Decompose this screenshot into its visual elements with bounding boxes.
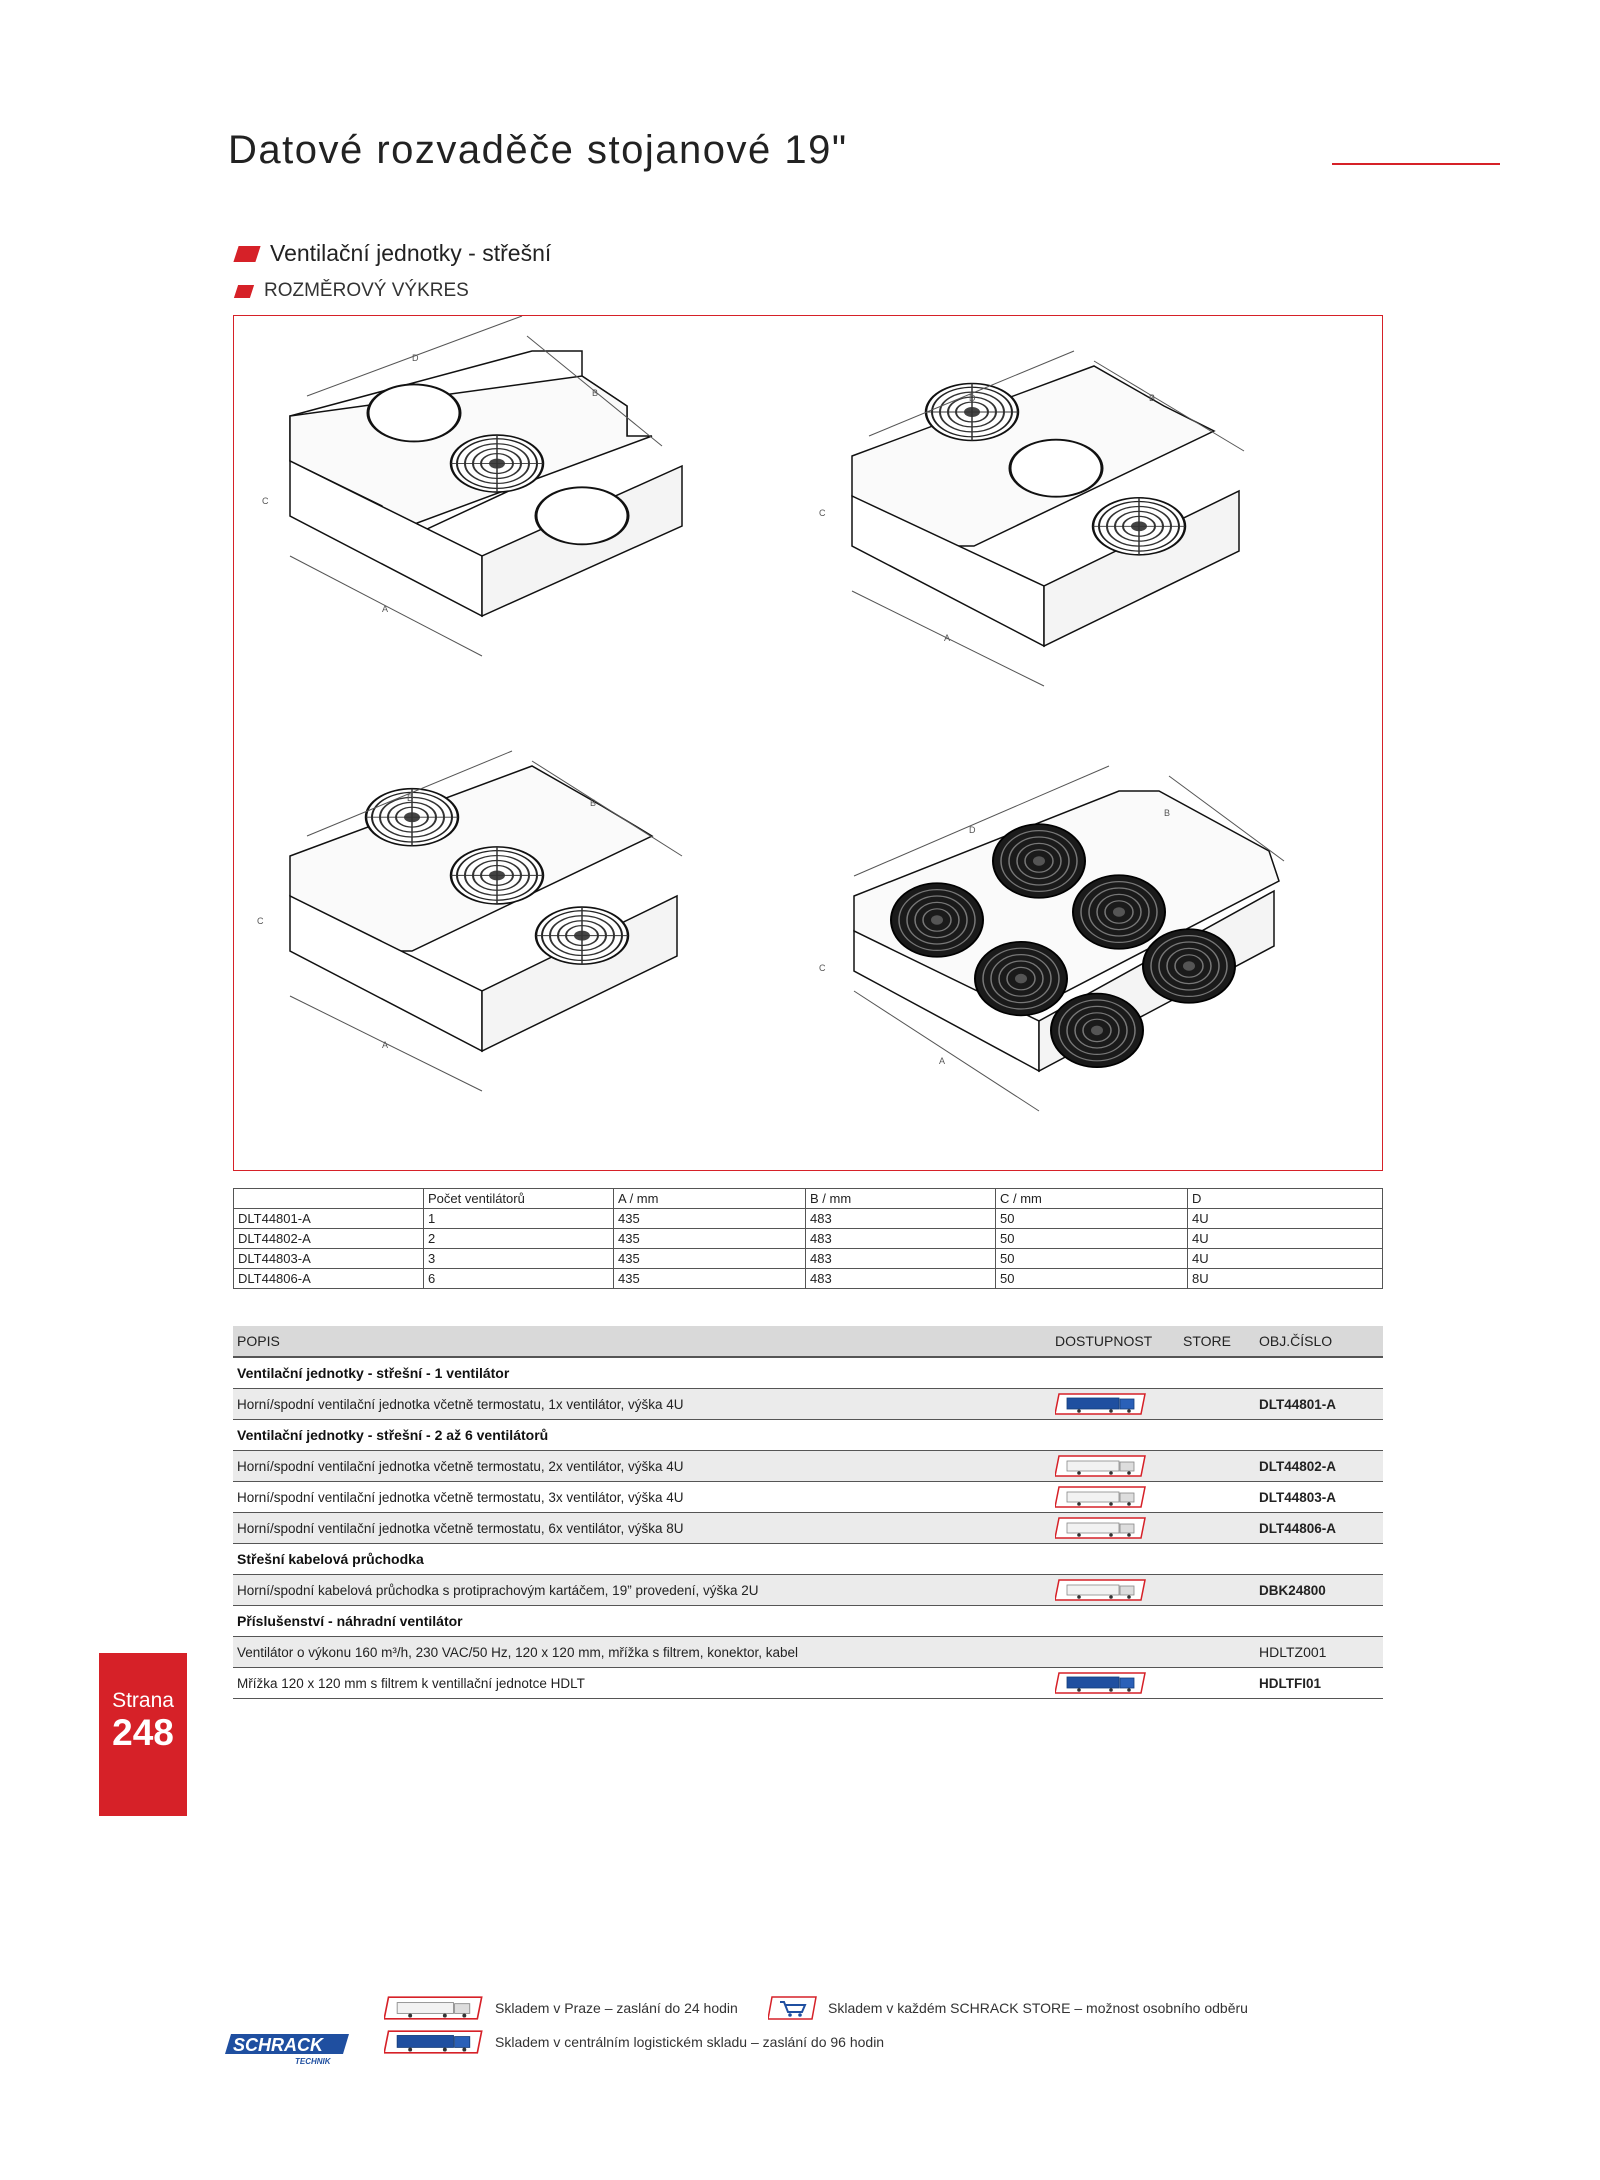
dims-row bbox=[234, 1269, 1383, 1289]
group-title: Ventilační jednotky - střešní - 2 až 6 ventilátorů bbox=[233, 1420, 1383, 1451]
header-store: STORE bbox=[1179, 1326, 1255, 1357]
product-desc: Horní/spodní ventilační jednotka včetně termostatu, 2x ventilátor, výška 4U bbox=[233, 1451, 1051, 1482]
drawing-unit-4 bbox=[819, 766, 1284, 1111]
product-code: HDLTZ001 bbox=[1255, 1637, 1383, 1668]
dims-cell: 483 bbox=[806, 1249, 996, 1269]
legend-store-text: Skladem v každém SCHRACK STORE – možnost osobního odběru bbox=[828, 2000, 1248, 2016]
store-cell bbox=[1179, 1389, 1255, 1420]
dims-cell: 4U bbox=[1188, 1229, 1383, 1249]
dim-label-b-3: B bbox=[590, 798, 597, 808]
dims-header-cell: Počet ventilátorů bbox=[424, 1189, 614, 1209]
product-row bbox=[233, 1482, 1383, 1513]
page-number-badge bbox=[99, 1653, 187, 1816]
header-popis: POPIS bbox=[233, 1326, 1051, 1357]
dim-label-b-4: B bbox=[1164, 808, 1171, 818]
dims-cell: 4U bbox=[1188, 1249, 1383, 1269]
section-title: Ventilační jednotky - střešní bbox=[270, 240, 552, 266]
product-row bbox=[233, 1451, 1383, 1482]
store-cell bbox=[1179, 1575, 1255, 1606]
central-stock-truck-icon bbox=[1055, 1671, 1147, 1695]
header-obj: OBJ.ČÍSLO bbox=[1255, 1326, 1383, 1357]
drawing-svg bbox=[234, 316, 1382, 1170]
dims-cell: 435 bbox=[614, 1249, 806, 1269]
dims-header-cell: D bbox=[1188, 1189, 1383, 1209]
products-header-row bbox=[233, 1326, 1383, 1357]
dims-cell: 50 bbox=[996, 1209, 1188, 1229]
availability-cell bbox=[1051, 1482, 1179, 1513]
dim-label-a-4: A bbox=[939, 1056, 946, 1066]
availability-cell bbox=[1051, 1389, 1179, 1420]
dims-cell: 4U bbox=[1188, 1209, 1383, 1229]
logo-name: SCHRACK bbox=[233, 2035, 323, 2055]
logo-sub: TECHNIK bbox=[295, 2057, 331, 2066]
page-label: Strana bbox=[112, 1689, 174, 1712]
page-number: 248 bbox=[112, 1712, 174, 1753]
header-dostupnost: DOSTUPNOST bbox=[1051, 1326, 1179, 1357]
dim-label-a-2: A bbox=[944, 633, 951, 643]
dim-label-a-1: A bbox=[382, 604, 389, 614]
product-code-link[interactable]: DLT44806-A bbox=[1255, 1513, 1383, 1544]
prague-stock-truck-icon bbox=[1055, 1578, 1147, 1602]
dims-header-cell: B / mm bbox=[806, 1189, 996, 1209]
section-heading bbox=[236, 240, 551, 267]
product-desc: Ventilátor o výkonu 160 m³/h, 230 VAC/50 Hz, 120 x 120 mm, mřížka s filtrem, konektor, kabel bbox=[233, 1637, 1051, 1668]
product-row bbox=[233, 1513, 1383, 1544]
group-row bbox=[233, 1606, 1383, 1637]
availability-cell bbox=[1051, 1451, 1179, 1482]
dims-cell: 1 bbox=[424, 1209, 614, 1229]
dims-cell: DLT44801-A bbox=[234, 1209, 424, 1229]
product-code-link[interactable]: DLT44802-A bbox=[1255, 1451, 1383, 1482]
dims-cell: 483 bbox=[806, 1229, 996, 1249]
dims-header-cell: A / mm bbox=[614, 1189, 806, 1209]
group-title: Střešní kabelová průchodka bbox=[233, 1544, 1383, 1575]
drawing-unit-2 bbox=[819, 351, 1244, 686]
legend-central-text: Skladem v centrálním logistickém skladu – zaslání do 96 hodin bbox=[495, 2034, 885, 2050]
dims-cell: 50 bbox=[996, 1249, 1188, 1269]
dims-cell: 483 bbox=[806, 1269, 996, 1289]
dim-label-c-1: C bbox=[262, 496, 269, 506]
dims-cell: DLT44803-A bbox=[234, 1249, 424, 1269]
dims-header-cell: C / mm bbox=[996, 1189, 1188, 1209]
dim-label-c-3: C bbox=[257, 916, 264, 926]
subsection-title: ROZMĚROVÝ VÝKRES bbox=[264, 280, 469, 301]
drawing-unit-1 bbox=[262, 316, 682, 656]
product-code-link[interactable]: HDLTFI01 bbox=[1255, 1668, 1383, 1699]
prague-stock-truck-icon bbox=[1055, 1454, 1147, 1478]
dims-header-row bbox=[234, 1189, 1383, 1209]
dim-label-d-2: D bbox=[969, 393, 976, 403]
subsection-marker-icon bbox=[234, 285, 254, 298]
dims-cell: 435 bbox=[614, 1229, 806, 1249]
dims-cell: 483 bbox=[806, 1209, 996, 1229]
products-table bbox=[233, 1326, 1383, 1699]
central-stock-truck-icon bbox=[1055, 1392, 1147, 1416]
group-title: Ventilační jednotky - střešní - 1 ventilátor bbox=[233, 1357, 1383, 1389]
dim-label-c-2: C bbox=[819, 508, 826, 518]
dims-cell: DLT44806-A bbox=[234, 1269, 424, 1289]
legend-prague-text: Skladem v Praze – zaslání do 24 hodin bbox=[495, 2000, 738, 2016]
legend-store-cart-icon bbox=[768, 1995, 818, 2021]
group-title: Příslušenství - náhradní ventilátor bbox=[233, 1606, 1383, 1637]
availability-cell bbox=[1051, 1513, 1179, 1544]
dim-label-d-1: D bbox=[412, 353, 419, 363]
dims-cell: 8U bbox=[1188, 1269, 1383, 1289]
dims-row bbox=[234, 1209, 1383, 1229]
subsection-heading bbox=[236, 280, 469, 302]
dim-label-b-2: B bbox=[1149, 393, 1156, 403]
dimensions-table bbox=[233, 1188, 1383, 1289]
group-row bbox=[233, 1420, 1383, 1451]
product-code-link[interactable]: DLT44801-A bbox=[1255, 1389, 1383, 1420]
dims-cell: DLT44802-A bbox=[234, 1229, 424, 1249]
dims-cell: 435 bbox=[614, 1209, 806, 1229]
section-marker-icon bbox=[233, 246, 260, 262]
store-cell bbox=[1179, 1668, 1255, 1699]
availability-cell bbox=[1051, 1668, 1179, 1699]
product-desc: Mřížka 120 x 120 mm s filtrem k ventillační jednotce HDLT bbox=[233, 1668, 1051, 1699]
schrack-logo bbox=[225, 2032, 353, 2066]
availability-cell bbox=[1051, 1637, 1179, 1668]
product-desc: Horní/spodní ventilační jednotka včetně termostatu, 3x ventilátor, výška 4U bbox=[233, 1482, 1051, 1513]
dims-cell: 435 bbox=[614, 1269, 806, 1289]
dims-cell: 3 bbox=[424, 1249, 614, 1269]
store-cell bbox=[1179, 1637, 1255, 1668]
dims-row bbox=[234, 1249, 1383, 1269]
dims-cell: 50 bbox=[996, 1229, 1188, 1249]
group-row bbox=[233, 1544, 1383, 1575]
product-code-link[interactable]: DBK24800 bbox=[1255, 1575, 1383, 1606]
group-row bbox=[233, 1357, 1383, 1389]
store-cell bbox=[1179, 1451, 1255, 1482]
drawing-unit-3 bbox=[257, 751, 682, 1091]
dim-label-d-4: D bbox=[969, 825, 976, 835]
legend-prague-truck-icon bbox=[384, 1995, 484, 2021]
legend-central-truck-icon bbox=[384, 2029, 484, 2055]
dims-cell: 50 bbox=[996, 1269, 1188, 1289]
page-title: Datové rozvaděče stojanové 19" bbox=[228, 128, 848, 172]
prague-stock-truck-icon bbox=[1055, 1485, 1147, 1509]
product-row bbox=[233, 1389, 1383, 1420]
dim-label-c-4: C bbox=[819, 963, 826, 973]
dims-row bbox=[234, 1229, 1383, 1249]
dims-cell: 6 bbox=[424, 1269, 614, 1289]
product-row bbox=[233, 1668, 1383, 1699]
product-row bbox=[233, 1637, 1383, 1668]
product-row bbox=[233, 1575, 1383, 1606]
dim-label-b-1: B bbox=[592, 388, 599, 398]
store-cell bbox=[1179, 1482, 1255, 1513]
dims-cell: 2 bbox=[424, 1229, 614, 1249]
title-rule bbox=[1332, 163, 1500, 165]
product-desc: Horní/spodní ventilační jednotka včetně termostatu, 1x ventilátor, výška 4U bbox=[233, 1389, 1051, 1420]
product-desc: Horní/spodní ventilační jednotka včetně termostatu, 6x ventilátor, výška 8U bbox=[233, 1513, 1051, 1544]
availability-cell bbox=[1051, 1575, 1179, 1606]
prague-stock-truck-icon bbox=[1055, 1516, 1147, 1540]
product-desc: Horní/spodní kabelová průchodka s protiprachovým kartáčem, 19” provedení, výška 2U bbox=[233, 1575, 1051, 1606]
dimension-drawing bbox=[233, 315, 1383, 1171]
dims-header-cell bbox=[234, 1189, 424, 1209]
product-code-link[interactable]: DLT44803-A bbox=[1255, 1482, 1383, 1513]
dim-label-a-3: A bbox=[382, 1040, 389, 1050]
store-cell bbox=[1179, 1513, 1255, 1544]
dim-label-d-3: D bbox=[407, 793, 414, 803]
